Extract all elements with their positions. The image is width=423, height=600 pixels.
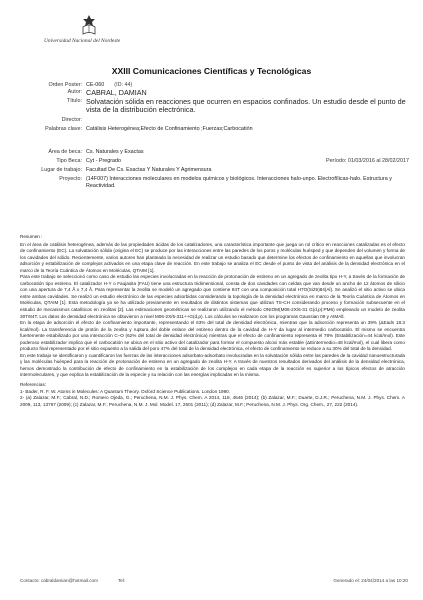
titulo-label: Título: [67,97,82,104]
university-logo-icon [80,14,98,36]
conference-title: XXIII Comunicaciones Científicas y Tecnológicas [111,66,312,76]
abstract-paragraph: En el área de catálisis heterogénea, además de las propiedades ácidas de los catalizadores, una característica importante que juega un rol crítico en reacciones catalizadas es el efecto de confinamiento (EC). La solvatación sólida (origina el EC) se produce por las interacciones entre las paredes de los poros y moléculas huésped y que dependen del volumen y forma de los cavidades del sólido. Recientemente, varios autores han planteado la necesidad de realizar un estudio basado que determine los efectos de confinamiento en aquellas que involucran adsorción y estabilización de complejos activados en una etapa clave de reacción. En este trabajo se analiza el EC desde el punto de vista del análisis de la densidad electrónica en el marco de la Teoría Cuántica de Átomos en Moléculas, QTAIM [1]. [20,241,405,273]
proyecto-value: (14F007) Interacciones moleculares en modelos químicos y biológicos. Interacciones halo-unpo. Electrofílicas-halo. Estructura y Reactividad. [86,175,392,189]
generated-timestamp: Generado el: 24/04/2014 a las 10:20 [333,578,408,583]
titulo-value: Solvatación sólida en reacciones que ocurren en espacios confinados. Un estudio desde el punto de vista de la distribución electrónica. [86,96,406,115]
orden-id: (ID: 44) [114,82,133,88]
director-row [20,117,415,124]
lugar-row [20,167,415,174]
header [44,14,164,44]
proyecto-label: Proyecto: [59,175,82,182]
abstract-paragraph: Para este trabajo se seleccionó como caso de estudio las especies involucradas en la reacción de protonación de estireno en un agregado de zeolita tipo H-Y, a través de la formación de carbocatión tipo estireno. El catalizador H-Y o Faujasita (FAU) tiene una estructura tridimensional, consta de dos cavidades con celdas que van desde un ancho de 12 átomos de silicio con una apertura de 7,4 Å x 7,4 Å. Para representar la zeolita se modeló un agregado que contiene 84T con una composición total H7O(Si25)84(Al). Se analizó el sitio activo se ubica entre ambas cavidades. Se realizó un estudio electrónico de las especies adsorbidas considerando la topología de la densidad electrónica en marco de la Teoría Cuántica de Átomos en Moléculas, QTAIM [1]. Esta metodología ya se ha utilizado previamente en resultados de distintos sistemas que utilizan TS-CH considerando proceso y formación subsecuente en el estudio de mecanismos catalíticos en zeolitas [2]. Las estimaciones geométricas se realizaron utilizando el método ONIOM(M06-2X/6-31 G(d,p):PM6) empleando un modelo de zeolita 30T/84T. Los datos de densidad electrónica se obtuvieron a nivel M06-2X/6-311++G(d,p). Los cálculos se realizaron con los programas Gaussian 09 y AIMAll. [20,274,405,319]
area-label: Área de beca: [48,148,82,155]
contact-email: Contacto: cabraldamian@hotmail.com [20,578,98,583]
orden-label: Orden Poster: [48,82,82,88]
titulo-row [20,98,415,115]
director-label: Director: [61,116,82,123]
metadata-block [20,82,415,190]
abstract-paragraph: En este trabajo se identificaron y cuantificaron las fuerzas de las interacciones adsorbato-adsorbato involucradas en la solvatación sólida entre las paredes de la cavidad nanoestructurada y las moléculas huésped para la reacción de protonación de estireno en un agregado de zeolita H-Y. A través de nuestros resultados derivados del análisis de la densidad electrónica, hemos demostrado la contribución de efecto de confinamiento en la estabilización de los complejos en cada etapa de la reacción es superior a los típicos efectos de atracción intermoleculares, y que explica la estabilización de la especie y su relación con las energías implicadas en la misma. [20,352,405,378]
palabras-value: Catálisis Heterogénea;Efecto de Confinamiento ;Fuerzas;Carbocatión [86,125,253,132]
tipo-label: Tipo Beca: [56,157,82,164]
palabras-row [20,126,415,133]
reference-item: 2- (a) Zalazar, M.F.; Cabral, N.D.; Romero Ojeda, G.; Peruchena, N.M. J. Phys. Chem. A 2014, 118, 4646 (2014); (b) Zalazar, M.F.; Duarte, D.J.R.; Peruchena, N.M. J. Phys. Chem. A 2009, 113, 13797 (2009); (c) Zalazar, M.F.; Peruchena, N.M. J. Mol. Model. 17, 2501 (2011); (d) Zalazar, M.F.; Peruchena, N.M. J. Phys. Org. Chem., 27, 222 (2014). [20,395,405,407]
university-name: Universidad Nacional del Nordeste [44,38,121,44]
area-row [20,149,415,156]
proyecto-row [20,176,415,190]
footer [20,578,408,583]
abstract-paragraph: En la etapa de adsorción el efecto de confinamiento importante, representando el 63% del total de densidad electrónica, mientras que la adsorción representa un 39% (ΔEads 18.3 kcal/mol). La transferencia de protón de la zeolita y ruptura del doble enlace del estireno dentro de la cavidad de H-Y da lugar al intermedio carbocatión. El mismo se encuentra fuertemente estabilizado por una interacción C–O (62% del total de densidad electrónica) mientras que el efecto de confinamiento representa el 78% (Estabilización=44 kcal/mol). Este poderoso estabilizador implica que el carbocatión se ubica en el sitio activo del catalizador para formar el compuesto alcoxi más estable (ΔEintermedio=48 kcal/mol), el cual libera como producto final representado por el sitio expuesto a la salida del poro 47% del total de la densidad electrónica, el efecto de confinamiento se reduce a su 30% del total de la densidad. [20,320,405,352]
contact-tel: Tel: [117,578,126,583]
orden-row [20,82,415,89]
resumen-label: Resumen : [20,234,43,239]
tipo-value: Cyt - Pregrado [86,157,122,164]
periodo: Período: 01/03/2016 al 28/02/2017 [325,157,409,164]
lugar-value: Facultad De Cs. Exactas Y Naturales Y Agrimensura [86,166,212,173]
tipo-row [20,158,415,165]
autor-value: CABRAL, DAMIAN [86,88,147,97]
abstract-body [20,234,405,408]
palabras-label: Palabras clave: [45,125,82,132]
referencias-label: Referencias: [20,382,47,388]
area-value: Cs. Naturales y Exactas [86,148,144,155]
director-value [86,117,415,124]
lugar-label: Lugar de trabajo: [41,166,82,173]
reference-item: 1- Bader, R. F. W. Atoms in Molecules: A Quantum Theory. Oxford Science Publications. London 1990. [20,388,231,394]
orden-value: CE-060 (ID: 44) [86,82,133,88]
autor-label: Autor: [67,89,82,95]
